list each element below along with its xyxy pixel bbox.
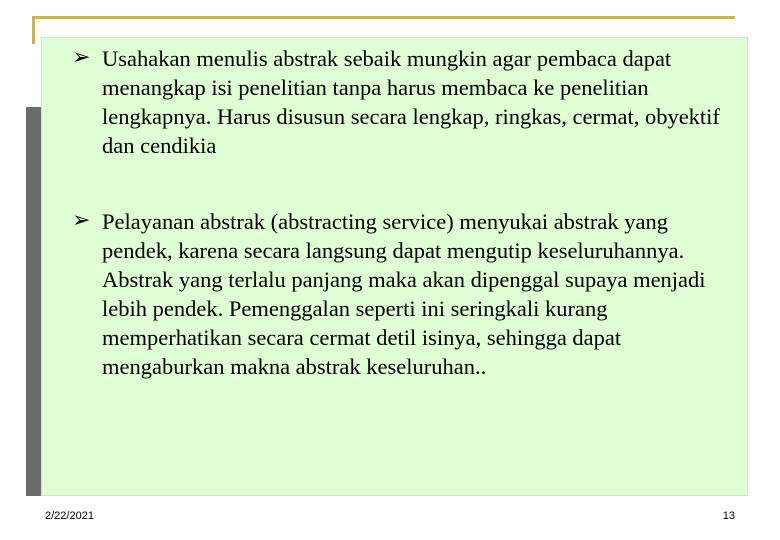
arrow-bullet-icon: ➢ xyxy=(72,208,91,233)
arrow-bullet-icon: ➢ xyxy=(72,45,91,70)
bullet-item-2 xyxy=(60,207,740,381)
bullet-text-1: Usahakan menulis abstrak sebaik mungkin agar pembaca dapat menangkap isi penelitian tanpa harus membaca ke penelitian lengkapnya. Harus disusun secara lengkap, ringkas, cermat, obyektif dan cendikia xyxy=(102,46,720,158)
slide-page-number: 13 xyxy=(722,510,735,522)
bullet-item-1 xyxy=(60,44,740,160)
slide-date: 2/22/2021 xyxy=(45,510,94,522)
frame-left-line xyxy=(32,16,35,44)
frame-top-line xyxy=(32,16,735,19)
bullet-text-2: Pelayanan abstrak (abstracting service) menyukai abstrak yang pendek, karena secara langsung dapat mengutip keseluruhannya. Abstrak yang terlalu panjang maka akan dipenggal supaya menjadi lebih pendek. Pemenggalan seperti ini seringkali kurang memperhatikan secara cermat detil isinya, sehingga dapat mengaburkan makna abstrak keseluruhan.. xyxy=(102,209,706,379)
side-accent-bar xyxy=(26,107,41,496)
